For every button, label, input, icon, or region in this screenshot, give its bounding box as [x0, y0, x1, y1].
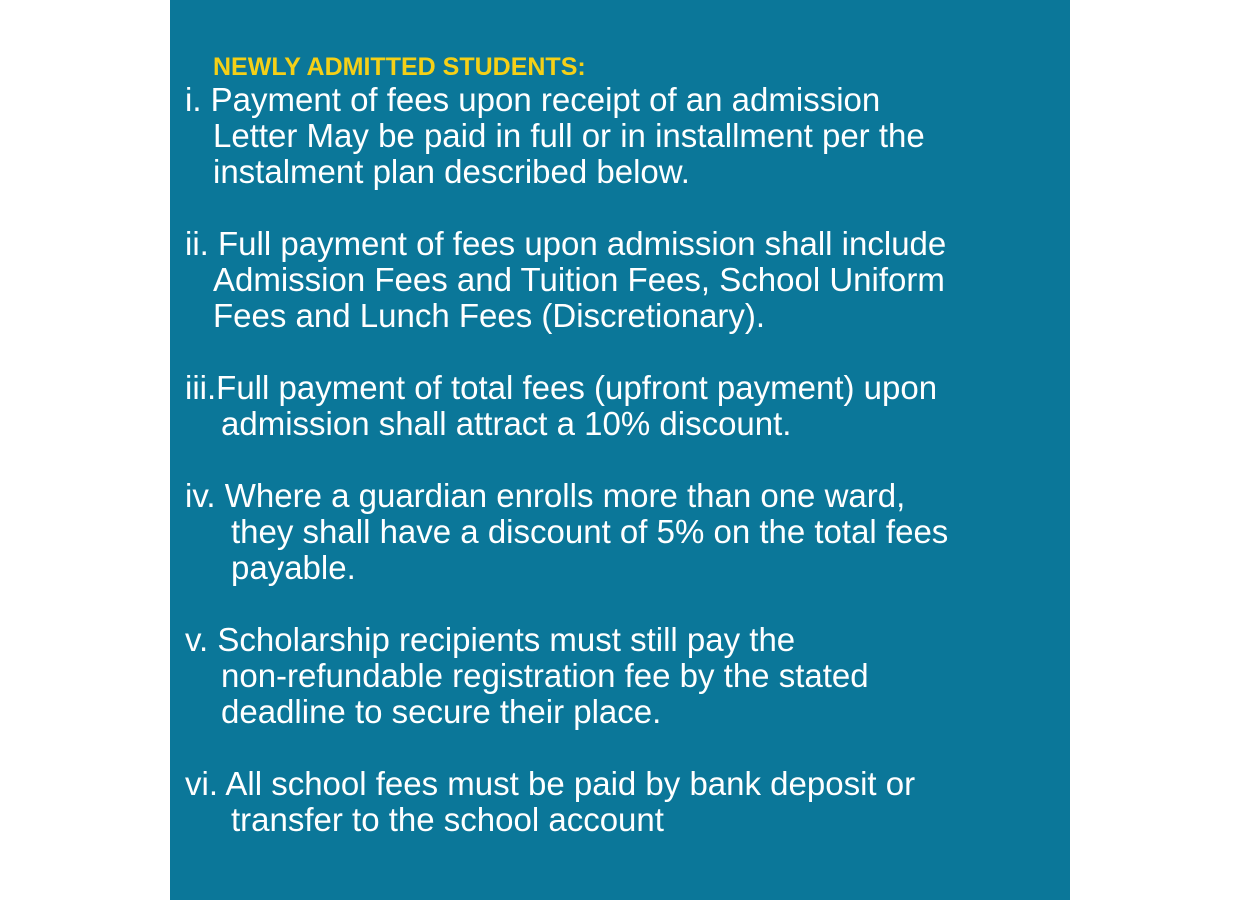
- item-text-line: payable.: [231, 549, 356, 586]
- item-text-line: Payment of fees upon receipt of an admission: [210, 81, 881, 118]
- item-text-line: Admission Fees and Tuition Fees, School Uniform: [213, 261, 945, 298]
- policy-item-2: [185, 226, 946, 334]
- item-text-line: All school fees must be paid by bank deposit or: [225, 765, 916, 802]
- item-text-line: Fees and Lunch Fees (Discretionary).: [213, 297, 766, 334]
- item-number: i.: [185, 81, 202, 118]
- policy-item-6: [185, 766, 915, 838]
- item-text-line: admission shall attract a 10% discount.: [221, 405, 792, 442]
- item-text-line: Letter May be paid in full or in installment per the: [213, 117, 925, 154]
- item-text-line: they shall have a discount of 5% on the total fees: [231, 513, 949, 550]
- item-text-line: transfer to the school account: [231, 801, 664, 838]
- item-text-line: Full payment of total fees (upfront payment) upon: [216, 369, 938, 406]
- item-number: iv.: [185, 477, 216, 514]
- item-number: ii.: [185, 225, 209, 262]
- item-text-line: deadline to secure their place.: [221, 693, 662, 730]
- item-text-line: instalment plan described below.: [213, 153, 690, 190]
- item-text-line: Where a guardian enrolls more than one ward,: [224, 477, 906, 514]
- policy-item-1: [185, 82, 925, 190]
- item-number: iii.: [185, 369, 217, 406]
- item-text-line: non-refundable registration fee by the stated: [221, 657, 869, 694]
- policy-item-3: [185, 370, 937, 442]
- item-number: vi.: [185, 765, 218, 802]
- item-text-line: Full payment of fees upon admission shall include: [218, 225, 947, 262]
- item-text-line: Scholarship recipients must still pay the: [217, 621, 796, 658]
- section-heading: NEWLY ADMITTED STUDENTS:: [213, 53, 586, 81]
- policy-item-4: [185, 478, 948, 586]
- item-number: v.: [185, 621, 209, 658]
- policy-item-5: [185, 622, 869, 730]
